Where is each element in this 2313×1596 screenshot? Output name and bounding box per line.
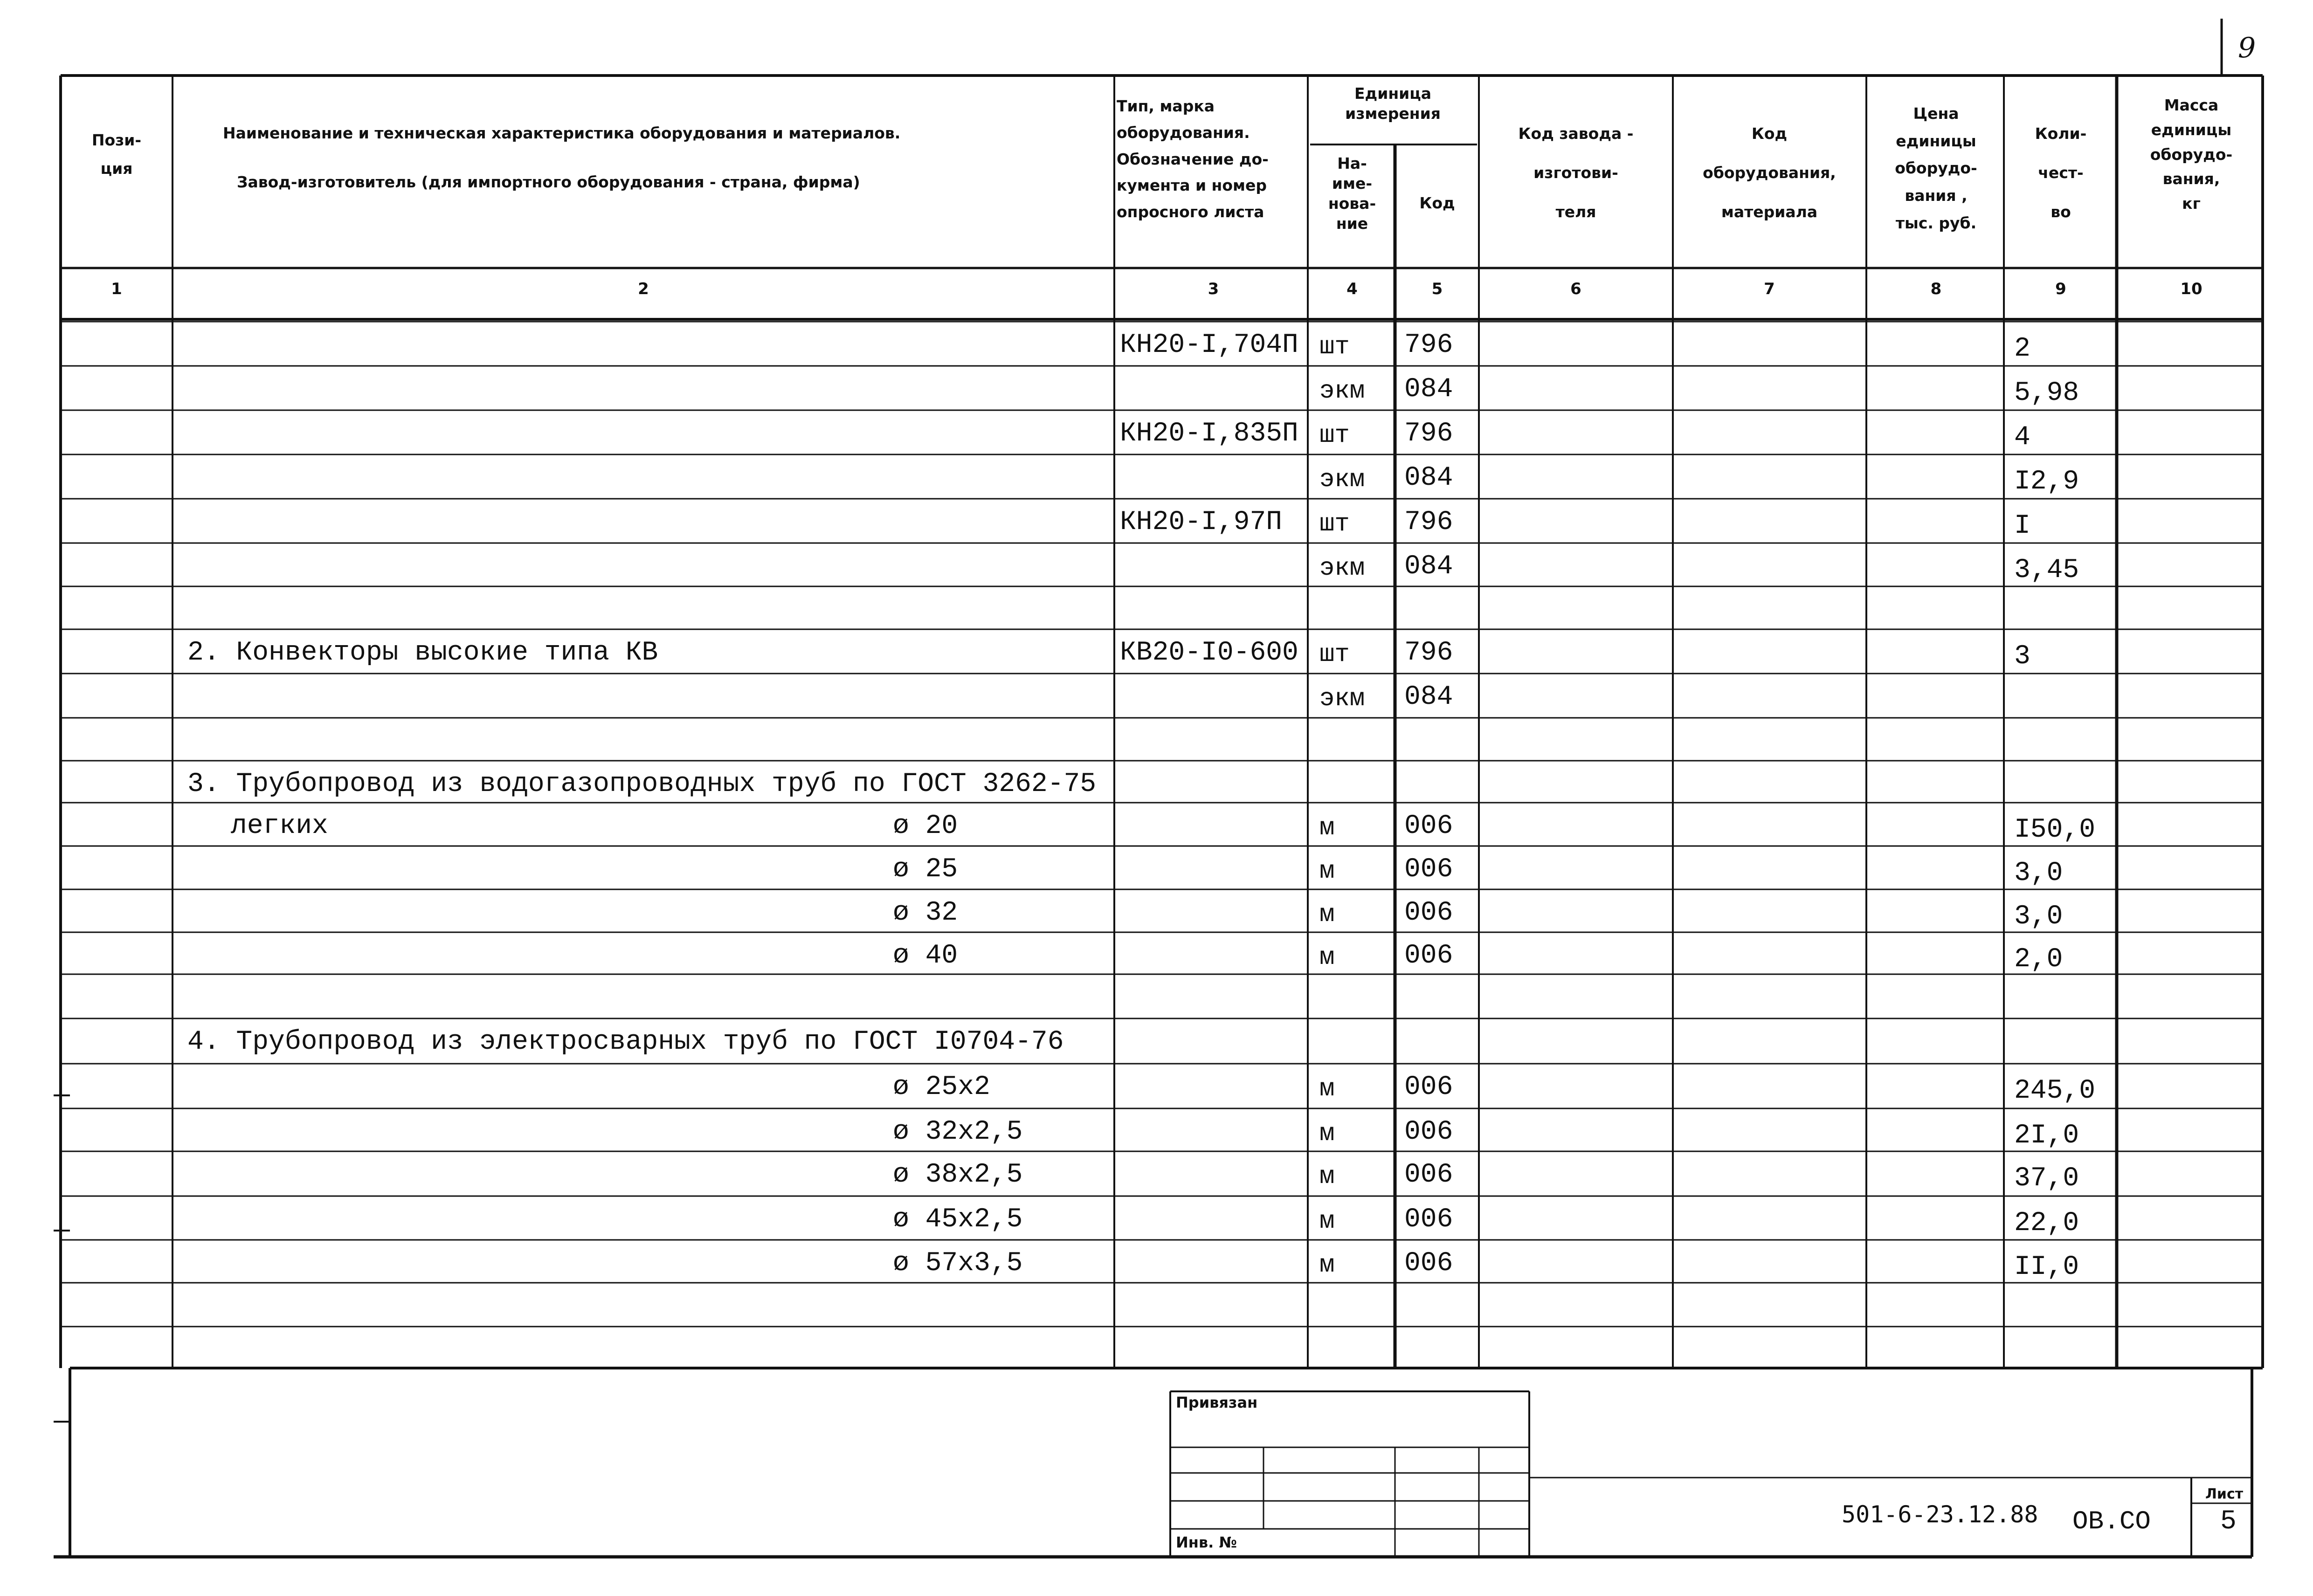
- row-quantity: 3,0: [2014, 858, 2063, 888]
- row-type: КН20-I,704П: [1120, 330, 1298, 360]
- row-code: 006: [1404, 1248, 1453, 1279]
- page-marker: 9: [2238, 32, 2256, 64]
- row-unit: м: [1319, 814, 1335, 842]
- row-unit: м: [1319, 1163, 1335, 1191]
- row-code: 006: [1404, 941, 1453, 971]
- row-quantity: I50,0: [2014, 815, 2096, 845]
- header-name-line1: Наименование и техническая характеристика оборудования и материалов.: [223, 124, 901, 142]
- row-name: 4. Трубопровод из электросварных труб по ГОСТ I0704-76: [187, 1027, 1064, 1057]
- row-code: 006: [1404, 1204, 1453, 1235]
- col-number-5: 5: [1431, 280, 1443, 298]
- row-quantity: I: [2014, 511, 2030, 541]
- row-code: 084: [1404, 374, 1453, 405]
- header-name-line2: Завод-изготовитель (для импортного оборудования - страна, фирма): [237, 173, 860, 191]
- stamp-bound-label: Привязан: [1176, 1394, 1258, 1411]
- col-number-10: 10: [2180, 280, 2203, 298]
- row-code: 006: [1404, 1160, 1453, 1190]
- row-quantity: 2,0: [2014, 944, 2063, 975]
- header-type: Тип, марка оборудования. Обозначение до- кумента и номер опросного листа: [1117, 97, 1269, 221]
- stamp-inv-label: Инв. №: [1176, 1534, 1237, 1551]
- doc-section: ОВ.СО: [2072, 1507, 2151, 1536]
- row-type: КВ20-I0-600: [1120, 638, 1298, 668]
- row-diameter: ø 20: [893, 811, 958, 841]
- header-price: Цена единицы оборудо- вания , тыс. руб.: [1895, 104, 1977, 232]
- row-unit: шт: [1319, 333, 1350, 361]
- row-code: 006: [1404, 1072, 1453, 1102]
- row-quantity: 2I,0: [2014, 1121, 2079, 1151]
- row-diameter: ø 40: [893, 941, 958, 971]
- row-code: 796: [1404, 330, 1453, 360]
- row-code: 796: [1404, 507, 1453, 537]
- row-unit: экм: [1319, 377, 1365, 406]
- row-code: 006: [1404, 898, 1453, 928]
- row-diameter: ø 45x2,5: [893, 1204, 1023, 1235]
- row-unit: экм: [1319, 685, 1365, 713]
- col-number-7: 7: [1764, 280, 1775, 298]
- row-unit: м: [1319, 857, 1335, 886]
- row-name: 3. Трубопровод из водогазопроводных труб по ГОСТ 3262-75: [187, 769, 1097, 799]
- row-code: 796: [1404, 638, 1453, 668]
- row-diameter: ø 32: [893, 898, 958, 928]
- row-code: 796: [1404, 419, 1453, 449]
- row-name: 2. Конвекторы высокие типа КВ: [187, 638, 658, 668]
- row-quantity: 245,0: [2014, 1076, 2096, 1106]
- row-code: 084: [1404, 682, 1453, 712]
- col-number-6: 6: [1570, 280, 1581, 298]
- row-diameter: ø 38x2,5: [893, 1160, 1023, 1190]
- row-unit: шт: [1319, 421, 1350, 450]
- header-maker-code: Код завода - изготови- теля: [1518, 124, 1634, 221]
- header-quantity: Коли- чест- во: [2035, 124, 2087, 221]
- row-code: 006: [1404, 854, 1453, 885]
- header-unit-group: Единица измерения: [1345, 84, 1441, 123]
- row-code: 084: [1404, 463, 1453, 493]
- row-unit: м: [1319, 1120, 1335, 1148]
- row-unit: м: [1319, 901, 1335, 929]
- row-quantity: 3,45: [2014, 555, 2079, 585]
- row-diameter: ø 32x2,5: [893, 1117, 1023, 1147]
- row-code: 006: [1404, 811, 1453, 841]
- header-position: Пози- ция: [91, 131, 142, 178]
- row-quantity: 4: [2014, 422, 2030, 453]
- col-number-4: 4: [1346, 280, 1358, 298]
- row-quantity: 3: [2014, 641, 2030, 672]
- row-quantity: 22,0: [2014, 1208, 2079, 1238]
- sheet-label: Лист: [2205, 1486, 2244, 1502]
- row-unit: м: [1319, 1251, 1335, 1280]
- col-number-1: 1: [111, 280, 122, 298]
- row-quantity: 3,0: [2014, 901, 2063, 932]
- row-unit: экм: [1319, 554, 1365, 583]
- row-unit: м: [1319, 1075, 1335, 1103]
- row-code: 006: [1404, 1117, 1453, 1147]
- row-type: КН20-I,97П: [1120, 507, 1283, 537]
- row-unit: м: [1319, 1207, 1335, 1236]
- row-quantity: I2,9: [2014, 467, 2079, 497]
- row-quantity: 2: [2014, 334, 2030, 364]
- row-diameter: ø 25x2: [893, 1072, 990, 1102]
- row-unit: м: [1319, 943, 1335, 972]
- col-number-8: 8: [1930, 280, 1942, 298]
- row-code: 084: [1404, 551, 1453, 582]
- header-unit-code: Код: [1419, 194, 1455, 212]
- col-number-2: 2: [638, 280, 649, 298]
- row-unit: экм: [1319, 466, 1365, 494]
- row-diameter: ø 25: [893, 854, 958, 885]
- doc-code: 501-6-23.12.88: [1842, 1501, 2038, 1528]
- row-quantity: 37,0: [2014, 1163, 2079, 1194]
- row-quantity: II,0: [2014, 1252, 2079, 1282]
- row-unit: шт: [1319, 510, 1350, 538]
- col-number-3: 3: [1208, 280, 1219, 298]
- row-type: КН20-I,835П: [1120, 419, 1298, 449]
- header-equip-code: Код оборудования, материала: [1703, 124, 1836, 221]
- row-unit: шт: [1319, 640, 1350, 669]
- row-quantity: 5,98: [2014, 378, 2079, 408]
- col-number-9: 9: [2055, 280, 2066, 298]
- header-unit-name: На- име- нова- ние: [1328, 154, 1376, 233]
- header-mass: Масса единицы оборудо- вания, кг: [2150, 96, 2233, 213]
- row-diameter: ø 57x3,5: [893, 1248, 1023, 1279]
- row-name: легких: [231, 811, 328, 841]
- sheet-number: 5: [2220, 1507, 2237, 1537]
